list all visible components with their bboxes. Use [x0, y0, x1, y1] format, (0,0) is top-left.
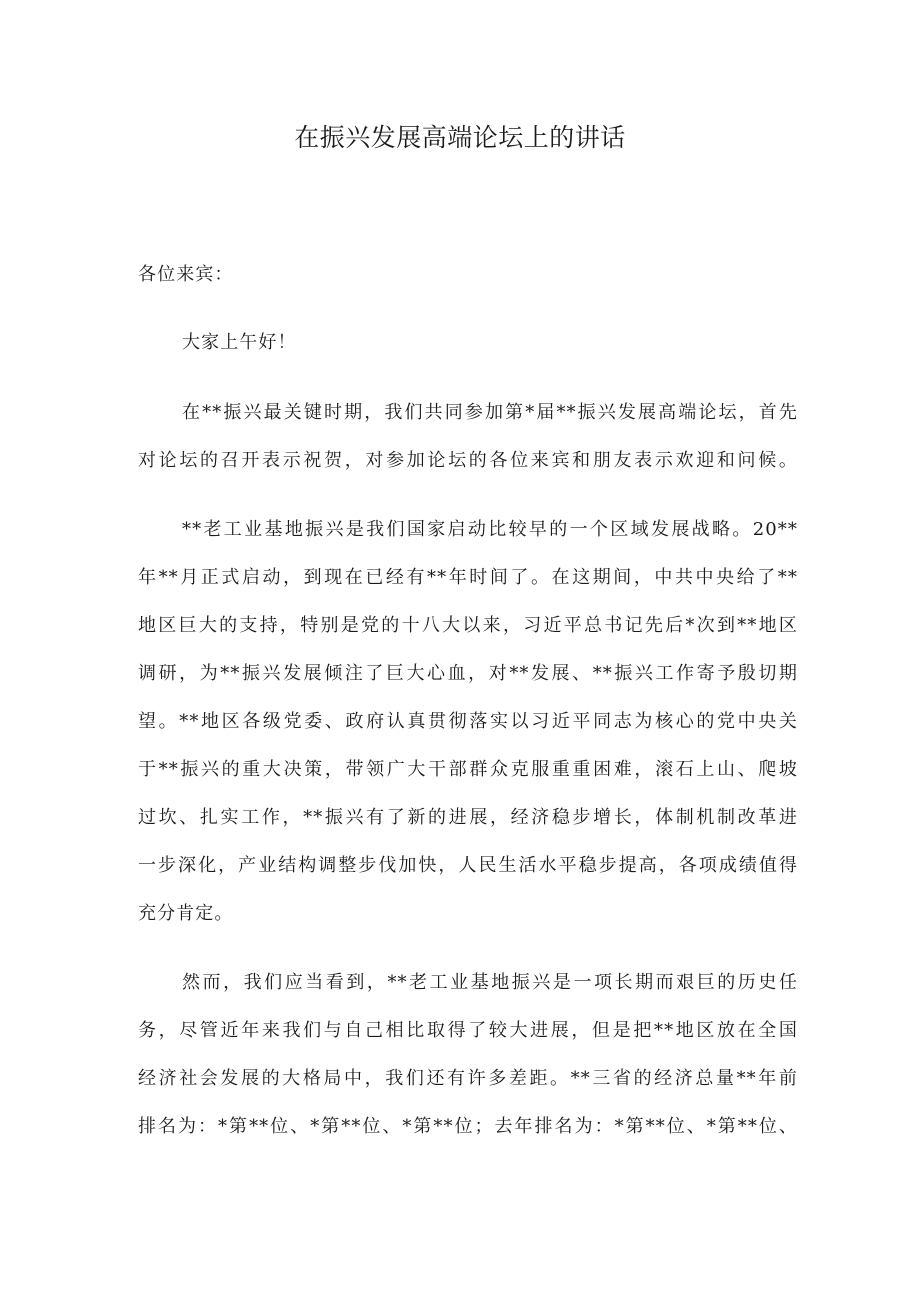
paragraph-2-line: 调研，为**振兴发展倾注了巨大心血，对**发展、**振兴工作寄予殷切期: [138, 663, 798, 684]
paragraph-2-line: 望。**地区各级党委、政府认真贯彻落实以习近平同志为核心的党中央关: [138, 711, 798, 732]
document-title: 在振兴发展高端论坛上的讲话: [294, 123, 626, 152]
salutation: 各位来宾：: [138, 264, 234, 285]
paragraph-2-line: **老工业基地振兴是我们国家启动比较早的一个区域发展战略。20**: [182, 519, 798, 540]
paragraph-3-line: 经济社会发展的大格局中，我们还有许多差距。**三省的经济总量**年前: [138, 1068, 798, 1089]
paragraph-1-line: 在**振兴最关键时期，我们共同参加第*届**振兴发展高端论坛，首先: [182, 402, 798, 423]
paragraph-2-line: 于**振兴的重大决策，带领广大干部群众克服重重困难，滚石上山、爬坡: [138, 759, 798, 780]
paragraph-2-line: 一步深化，产业结构调整步伐加快，人民生活水平稳步提高，各项成绩值得: [138, 855, 798, 876]
paragraph-2-line: 地区巨大的支持，特别是党的十八大以来，习近平总书记先后*次到**地区: [138, 615, 798, 636]
paragraph-3-line: 务，尽管近年来我们与自己相比取得了较大进展，但是把**地区放在全国: [138, 1020, 798, 1041]
greeting: 大家上午好！: [182, 332, 297, 353]
paragraph-2-line: 过坎、扎实工作，**振兴有了新的进展，经济稳步增长，体制机制改革进: [138, 807, 798, 828]
paragraph-3-line: 然而，我们应当看到，**老工业基地振兴是一项长期而艰巨的历史任: [182, 972, 798, 993]
paragraph-1-line: 对论坛的召开表示祝贺，对参加论坛的各位来宾和朋友表示欢迎和问候。: [138, 450, 798, 471]
paragraph-2-line: 年**月正式启动，到现在已经有**年时间了。在这期间，中共中央给了**: [138, 567, 798, 588]
paragraph-3-line: 排名为：*第**位、*第**位、*第**位；去年排名为：*第**位、*第**位、: [138, 1116, 798, 1137]
paragraph-2-line: 充分肯定。: [138, 903, 234, 924]
